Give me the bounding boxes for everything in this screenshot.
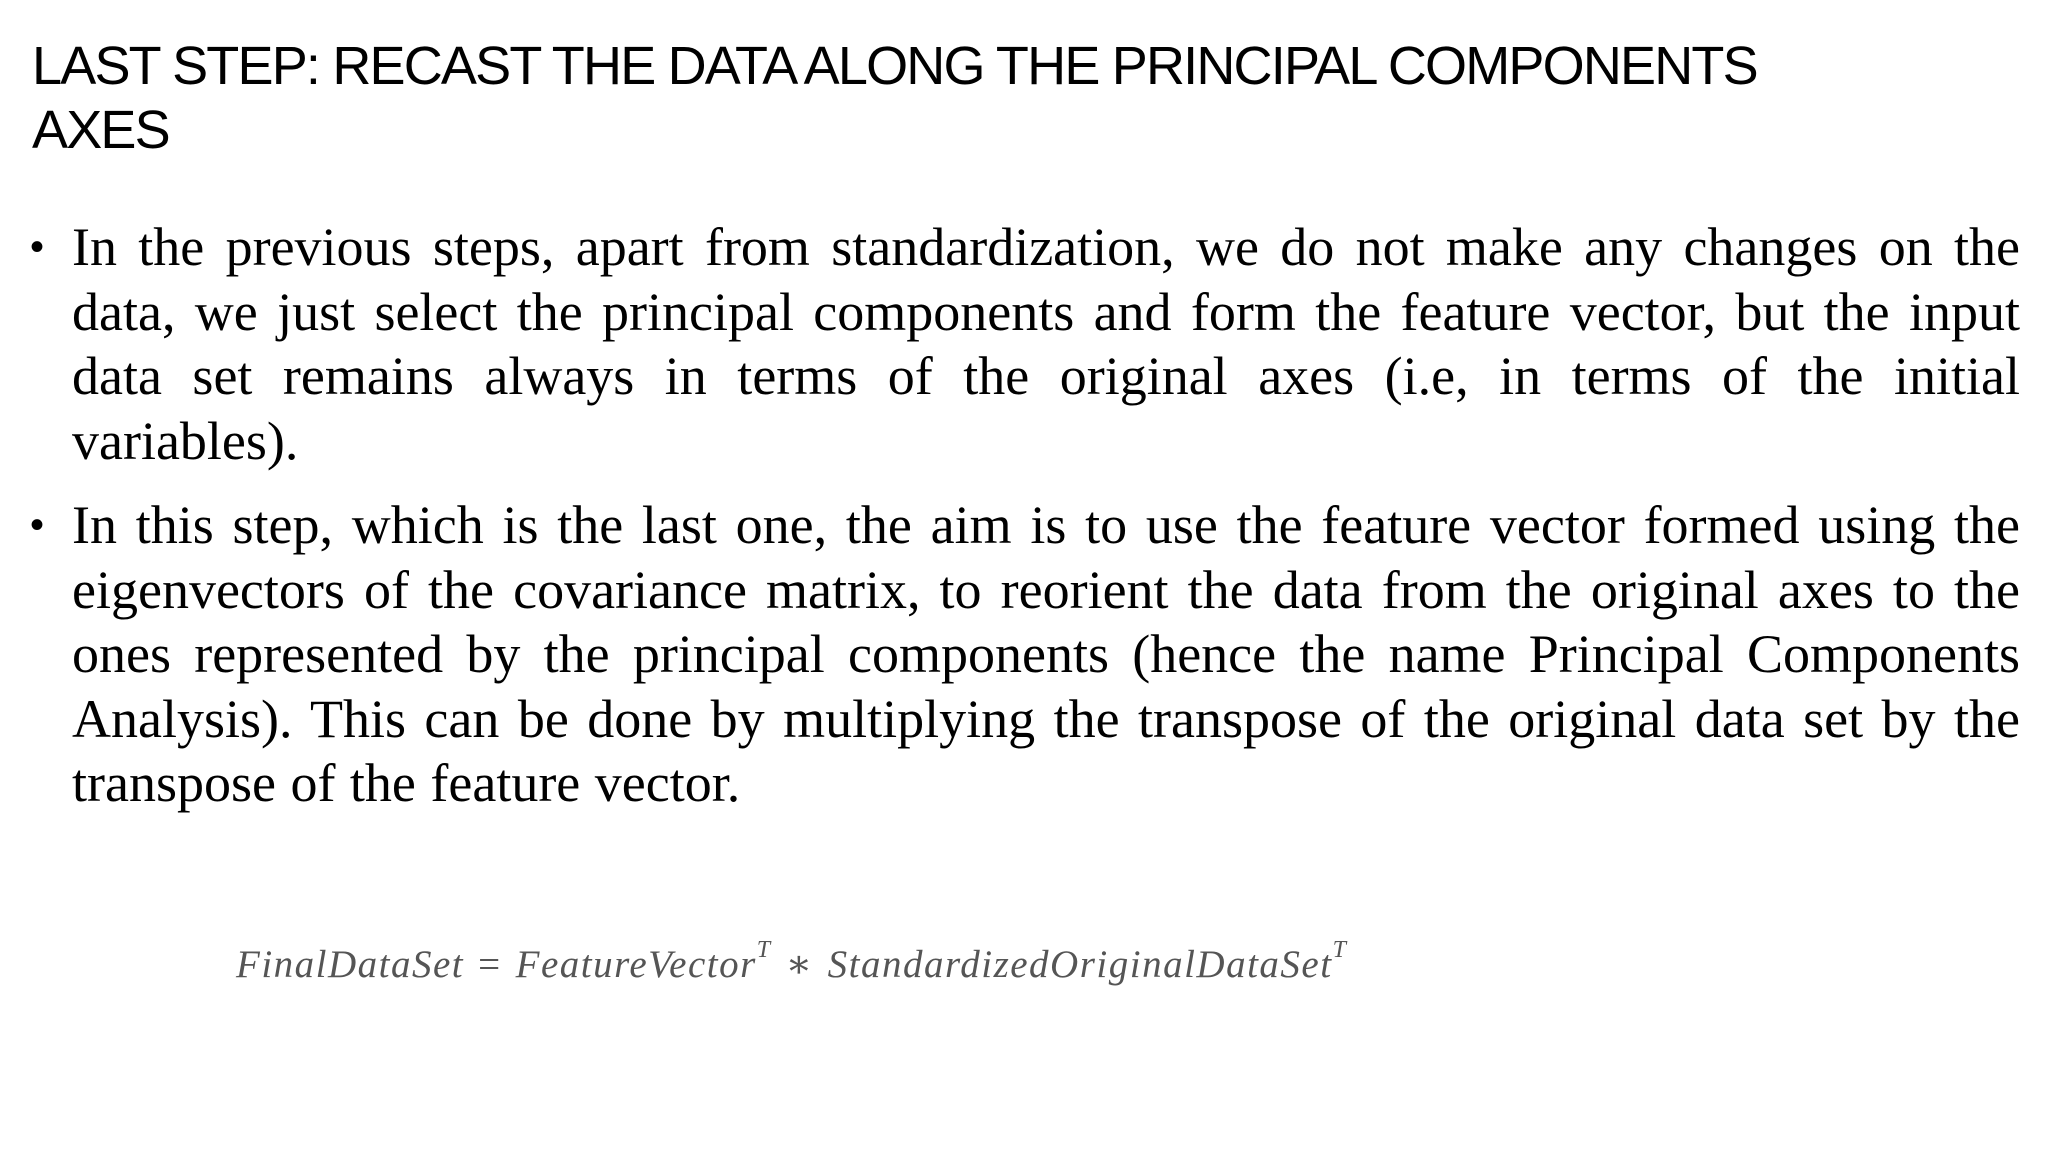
formula-term-2: StandardizedOriginalDataSet [827, 943, 1333, 986]
bullet-text: In the previous steps, apart from standardization, we do not make any changes on the data, we just select the principal components and form the feature vector, but the input data set remains always in terms of the original axes (i.e, in terms of the initial variables). [72, 217, 2020, 471]
formula-term-1: FeatureVector [515, 943, 757, 986]
formula [236, 935, 1796, 995]
bullet-dot-icon: • [30, 503, 45, 547]
formula-term-1-superscript: T [756, 937, 772, 963]
slide-title-line-1: LAST STEP: RECAST THE DATA ALONG THE PRINCIPAL COMPONENTS [32, 36, 1757, 96]
slide-title-line-2: AXES [32, 100, 169, 160]
slide-title [32, 34, 1812, 162]
bullet-item [30, 215, 2020, 473]
bullet-list [30, 215, 2020, 836]
formula-equals: = [478, 943, 502, 986]
bullet-text: In this step, which is the last one, the aim is to use the feature vector formed using the eigenvectors of the covariance matrix, to reorient the data from the original axes to the ones represented by the principal components (hence the name Principal Components Analysis). This can be done by multiplying the transpose of the original data set by the transpose of the feature vector. [72, 495, 2020, 813]
bullet-item [30, 493, 2020, 816]
formula-operator: ∗ [785, 943, 814, 986]
formula-term-2-superscript: T [1332, 937, 1348, 963]
bullet-dot-icon: • [30, 225, 45, 269]
formula-lhs: FinalDataSet [236, 943, 465, 986]
